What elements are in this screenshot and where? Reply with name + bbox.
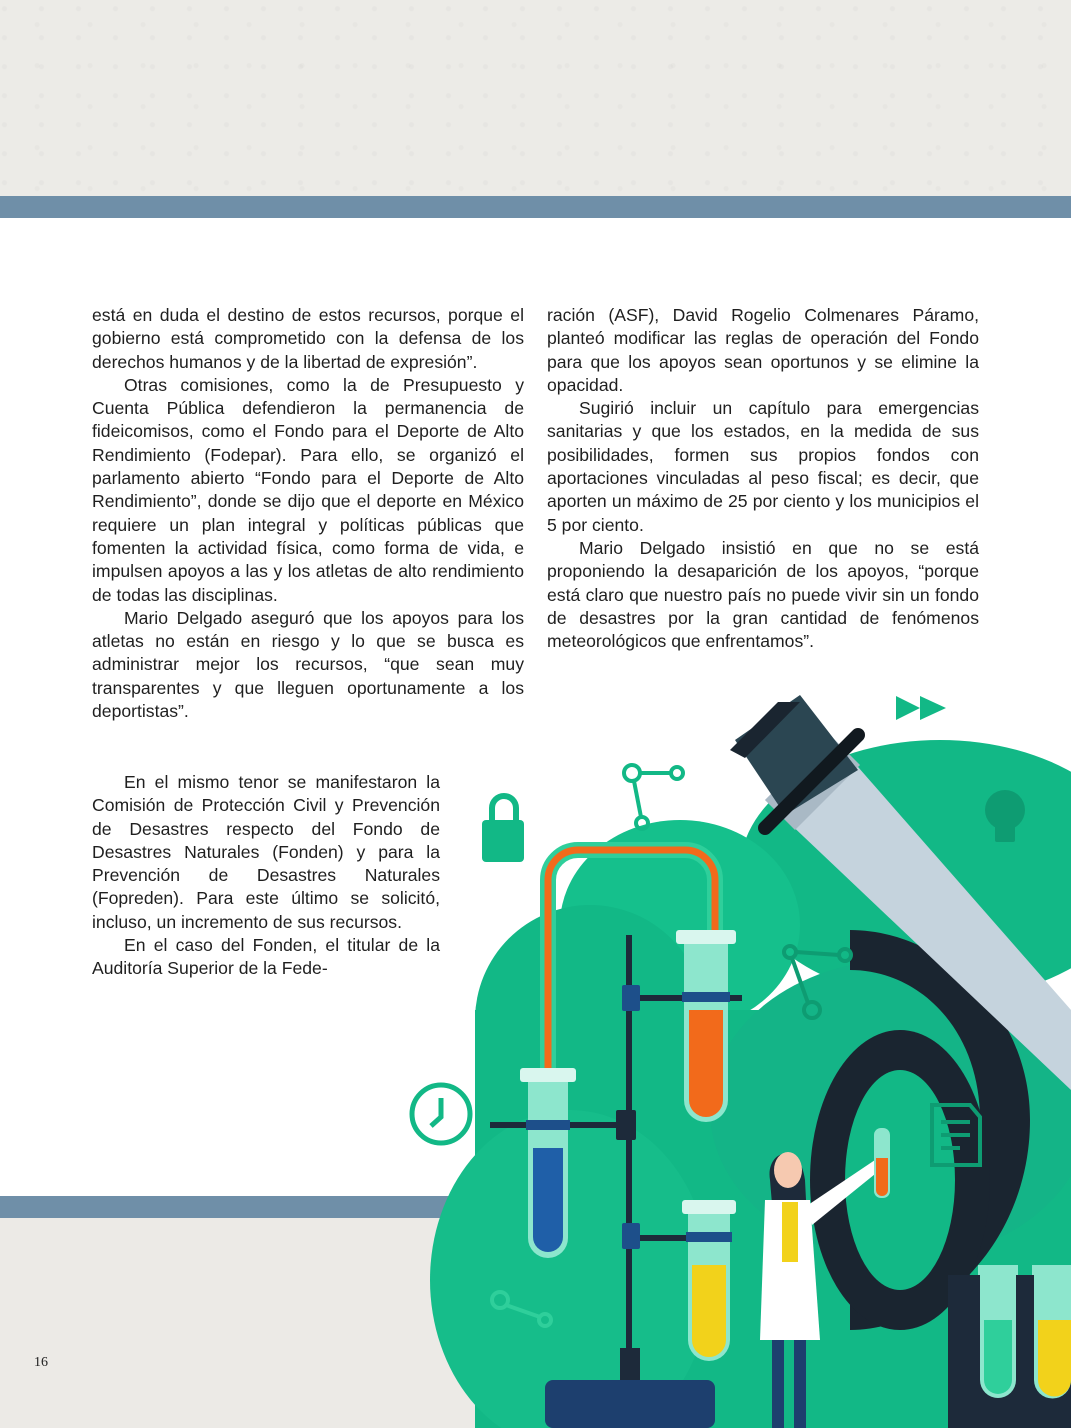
node-icon <box>624 765 683 829</box>
lab-illustration <box>380 680 1071 1428</box>
left-column <box>92 304 524 723</box>
lock-icon <box>482 796 524 862</box>
paragraph: En el caso del Fonden, el titular de la Auditoría Superior de la Fede- <box>92 935 440 979</box>
header-band <box>0 196 1071 218</box>
paragraph: En el mismo tenor se manifestaron la Comisión de Protección Civil y Prevención de Desastres respecto del Fondo de Desastres Naturales (Fonden) y para la Prevención de Desastres Naturales (Fopreden). Para este último se solicitó, incluso, un incremento de sus recursos. <box>92 772 440 932</box>
paragraph: ración (ASF), David Rogelio Colmenares Páramo, planteó modificar las reglas de operación del Fondo para que los apoyos sean oportunos y se elimine la opacidad. <box>547 305 979 395</box>
test-tube-yellow <box>682 1200 736 1361</box>
paragraph: Sugirió incluir un capítulo para emergencias sanitarias y que los estados, en la medida de sus posibilidades, formen sus propios fondos con aportaciones vinculadas al peso fiscal; es decir, que aporten un máximo de 25 por ciento y los municipios el 5 por ciento. <box>547 398 979 535</box>
paragraph: Mario Delgado insistió en que no se está proponiendo la desaparición de los apoyos, “porque está claro que nuestro país no puede vivir sin un fondo de desastres por la gran cantidad de fenómenos meteorológicos que enfrentamos”. <box>547 537 979 652</box>
test-tube-blue <box>520 1068 576 1258</box>
tube-rack <box>948 1265 1071 1428</box>
page-number: 16 <box>34 1355 48 1370</box>
clock-icon <box>412 1085 470 1143</box>
paragraph: Otras comisiones, como la de Presupuesto y Cuenta Pública defendieron la permanencia de fideicomisos, como el Fondo para el Deporte de Alto Rendimiento (Fodepar). Para ello, se organizó el parlamento abierto “Fondo para el Deporte de Alto Rendimiento”, donde se dijo que el deporte en México requiere un plan integral y políticas públicas que fomenten la actividad física, como forma de vida, e impulsen apoyos a las y los atletas de alto rendimiento de todas las disciplinas. <box>92 374 524 605</box>
paper-texture-top <box>0 0 1071 196</box>
paragraph: está en duda el destino de estos recursos, porque el gobierno está comprometido con la defensa de los derechos humanos y de la libertad de expresión”. <box>92 305 524 372</box>
paragraph: Mario Delgado aseguró que los apoyos para los atletas no están en riesgo y lo que se busca es administrar mejor los recursos, “que sean muy transparentes y que lleguen oportunamente a los deportistas”. <box>92 607 524 722</box>
fast-forward-icon <box>896 696 946 720</box>
test-tube-orange <box>676 930 736 1122</box>
right-column <box>547 304 979 653</box>
